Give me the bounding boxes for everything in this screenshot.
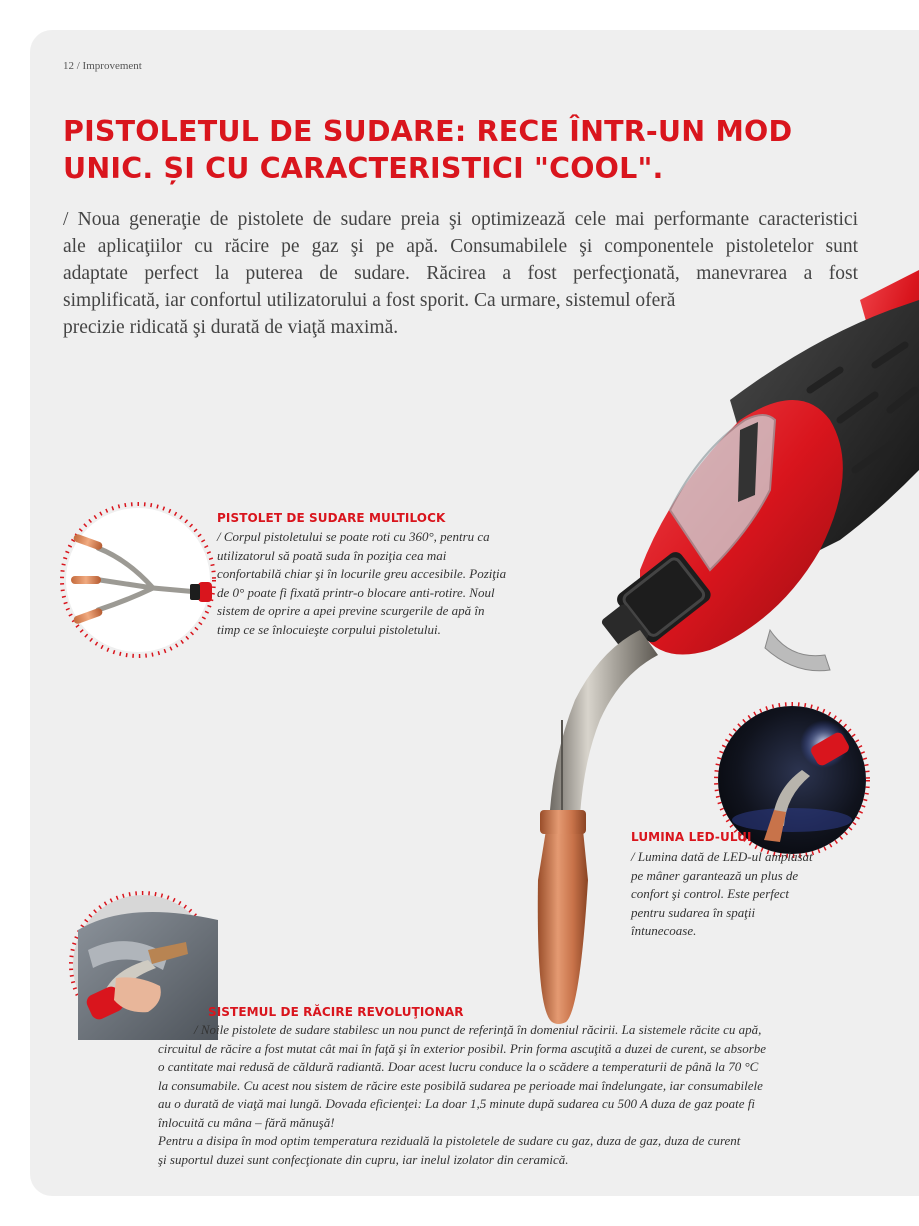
multilock-line: confortabilă chiar şi în locurile greu accesibile. Poziţia: [217, 566, 507, 581]
cooling-line: înlocuită cu mâna – fără mănuşă!: [158, 1114, 335, 1130]
intro-line: ale aplicaţiilor cu răcire pe gaz şi pe apă. Consumabilele şi componentele pistoletelor sunt: [63, 236, 858, 257]
led-line: pentru sudarea în spaţii: [631, 904, 756, 920]
cooling-line: la consumabile. Cu acest nou sistem de răcire este posibilă sudarea pe perioade mai îndelungate, iar consumabilele: [158, 1077, 763, 1093]
led-title: LUMINA LED-ULUI: [631, 830, 752, 844]
multilock-line: / Corpul pistoletului se poate roti cu 360°, pentru ca: [217, 529, 490, 544]
cooling-line: circuitul de răcire a fost mutat cât mai în faţă şi în exterior posibil. Prin forma ascuţită a duzei de curent, se absorbe: [158, 1040, 767, 1056]
led-line: întunecoase.: [631, 923, 697, 938]
cooling-description: [158, 1021, 898, 1169]
multilock-line: utilizatorul să poată suda în poziţia cea mai: [217, 547, 447, 563]
cooling-hand-image: [68, 890, 218, 1040]
led-description: [631, 848, 871, 941]
led-line: confort şi control. Este perfect: [631, 886, 790, 901]
multilock-title: PISTOLET DE SUDARE MULTILOCK: [217, 511, 446, 525]
page-headline: PISTOLETUL DE SUDARE: RECE ÎNTR-UN MOD UNIC. ȘI CU CARACTERISTICI "COOL".: [63, 115, 793, 185]
intro-line: precizie ridicată şi durată de viaţă maximă.: [63, 317, 399, 338]
multilock-line: de 0° poate fi fixată printr-o blocare anti-rotire. Noul: [217, 584, 495, 600]
multilock-description: [217, 528, 567, 639]
cooling-line: şi suportul duzei sunt confecţionate din cupru, iar inelul izolator din ceramică.: [158, 1151, 569, 1167]
cooling-line: o cantitate mai redusă de căldură radiantă. Doar acest lucru conduce la o scădere a temperaturii de până la 70 °C: [158, 1059, 759, 1074]
catalogue-page: [30, 30, 919, 1196]
intro-line: / Noua generaţie de pistolete de sudare preia şi optimizează cele mai performante caracteristici: [63, 209, 858, 230]
intro-line: simplificată, iar confortul utilizatorului a fost sporit. Ca urmare, sistemul oferă: [63, 290, 676, 311]
multilock-torch-image: [58, 500, 218, 660]
led-line: / Lumina dată de LED-ul amplasat: [631, 849, 813, 864]
intro-line: adaptate perfect la puterea de sudare. Răcirea a fost perfecţionată, manevrarea a fost: [63, 263, 858, 284]
cooling-line: / Noile pistolete de sudare stabilesc un nou punct de referinţă în domeniul răcirii. La sistemele răcite cu apă,: [194, 1022, 762, 1037]
multilock-line: sistem de oprire a apei previne scurgerile de apă în: [217, 603, 485, 618]
cooling-title: SISTEMUL DE RĂCIRE REVOLUŢIONAR: [208, 1005, 464, 1019]
led-line: pe mâner garantează un plus de: [631, 867, 799, 883]
multilock-line: timp ce se înlocuieşte corpului pistoletului.: [217, 621, 441, 637]
cooling-line: Pentru a disipa în mod optim temperatura reziduală la pistoletele de sudare cu gaz, duza de gaz, duza de curent: [158, 1133, 741, 1148]
cooling-line: au o durată de viaţă mai lungă. Dovada eficienţei: La doar 1,5 minute după sudarea cu 500 A duza de gaz poate fi: [158, 1096, 755, 1111]
page-label: 12 / Improvement: [63, 60, 142, 72]
